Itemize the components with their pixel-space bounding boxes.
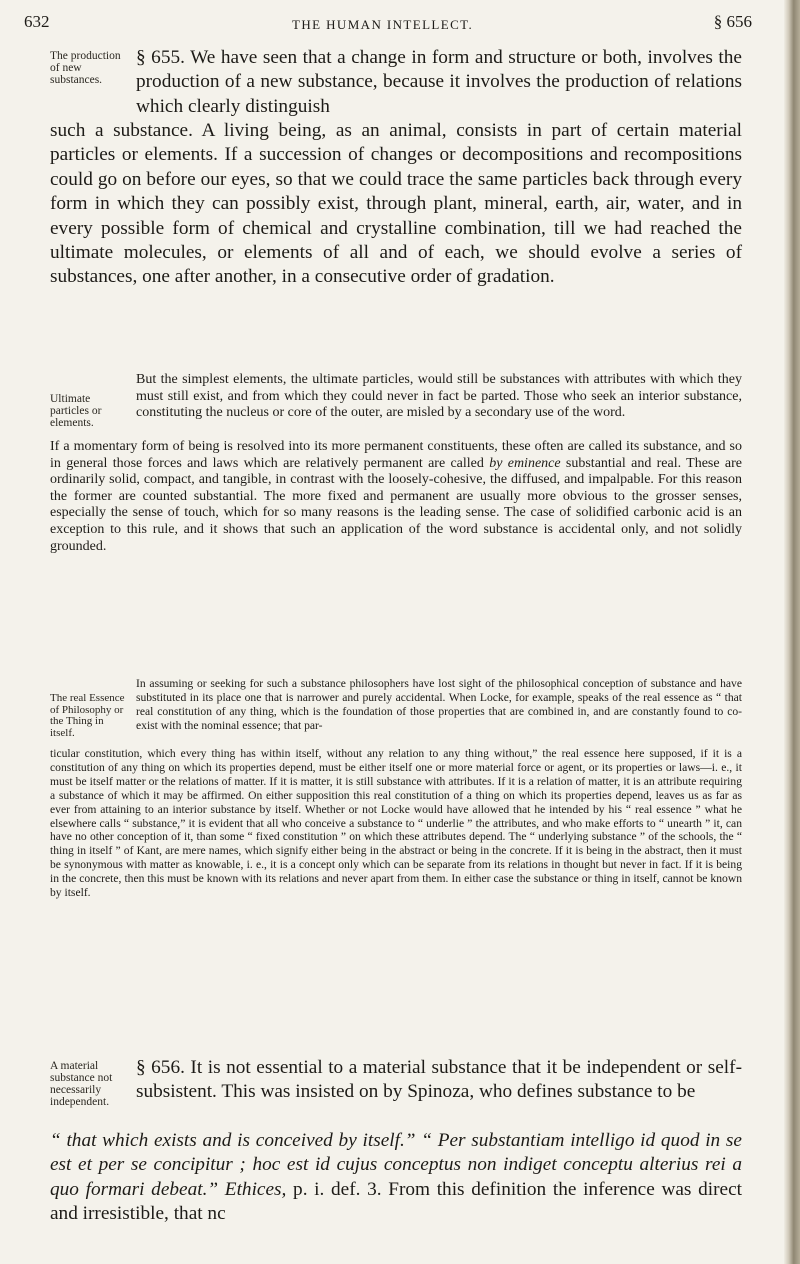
citation-ref: p. i. def. 3.	[293, 1178, 382, 1200]
citation-work: Ethices,	[224, 1178, 287, 1200]
paragraph-655: such a substance. A living being, as an animal, consists in part of certain material particles or elements. If a succession of changes or decompositions and recompositions could go on before our eyes, so that we could trace the same particles back through every form in which they can possibly exist, through plant, mineral, earth, air, water, and in every possible form of chemical and crystalline combination, till we had reached the ultimate molecules, or elements of all and of each, we should evolve a series of substances, one after another, in a consecutive order of gradation.	[50, 120, 742, 288]
section-number: § 656	[713, 12, 752, 31]
paragraph-656-lead: § 656. It is not essential to a material substance that it be independent or self-subsistent. This was insisted on by Spinoza, who defines substance to be	[136, 1057, 742, 1103]
ultimate-emphasis: by eminence	[489, 455, 561, 471]
paragraph-656-end: From this definition the inference was direct and irresistible, that nc	[50, 1178, 742, 1225]
paragraph-ultimate-lead: But the simplest elements, the ultimate particles, would still be substances with attributes with which they must still exist, and from which they could never in fact be parted. Those who seek an interior substance, constituting the nucleus or core of the outer, are misled by a secondary use of the word.	[136, 372, 742, 421]
paragraph-essence: ticular constitution, which every thing has within itself, without any relation to any thing without,” the real essence here supposed, if it is a constitution of any thing on which its properties depend, must be either itself one or more material force or agent, or its properties or laws—i. e., it must be itself matter or the relations of matter. If it is matter, it is still substance with attributes. If it is a relation of matter, it is an attribute requiring a substance of which it may be affirmed. On either supposition this real constitution of a thing on which its properties depend, leaves us as far as ever from attaining to an interior substance by itself. Whether or not Locke would have allowed that he intended by his “ real essence ” what he elsewhere calls “ substance,” it is evident that all who conceive a substance to “ underlie ” the attributes, and who make efforts to “ unearth ” it, can have no other conception of it, than some “ fixed constitution ” on which these attributes depend. The “ underlying substance ” of the schools, the “ thing in itself ” of Kant, are mere names, which signify either being in the abstract or being in the concrete. If it is being in the abstract, then it must be synonymous with matter as knowable, i. e., it is a concept only which can be separate from its relations in thought but never in fact. If it is being in the concrete, then this must be known with its relations and never apart from them. In either case the substance or thing in itself, cannot be known by itself.	[50, 747, 742, 900]
spinoza-quote: “ that which exists and is conceived by itself.” “ Per substantiam intelligo id quod in se est et per se concipitur ; hoc est id cujus conceptus non indiget conceptu alterius rei a quo formari debeat.”	[50, 1130, 742, 1200]
page-edge	[784, 0, 800, 1264]
running-title: THE HUMAN INTELLECT.	[292, 17, 474, 32]
running-header	[12, 8, 752, 36]
sidenote-production: The production of new substances.	[50, 50, 121, 86]
ultimate-text-a: If a momentary form of being is resolved into its more permanent constituents, these often are called its substance, and so in general those forces and laws which are relatively permanent are called	[50, 439, 742, 471]
paragraph-656	[50, 1129, 742, 1227]
sidenote-essence: The real Essence of Philosophy or the Thing in itself.	[50, 692, 125, 739]
sidenote-ultimate: Ultimate particles or elements.	[50, 393, 102, 429]
paragraph-655-lead: § 655. We have seen that a change in form and structure or both, involves the production of a new substance, because it involves the production of relations which clearly distinguish	[136, 47, 742, 117]
paragraph-essence-lead: In assuming or seeking for such a substance philosophers have lost sight of the philosophical conception of substance and have substituted in its place one that is narrower and purely accidental. When Locke, for example, speaks of the real essence as “ that real constitution of any thing, which is the foundation of those properties that are combined in, and are constantly found to co-exist with the nominal essence; that par-	[136, 677, 742, 732]
paragraph-ultimate	[50, 439, 742, 555]
sidenote-material: A material substance not necessarily independent.	[50, 1060, 113, 1108]
page-number: 632	[24, 12, 50, 31]
ultimate-text-b: substantial and real. These are ordinarily solid, compact, and tangible, in contrast with the loosely-cohesive, the diffused, and impalpable. For this reason the former are counted substantial. The more fixed and permanent are usually more obvious to the grosser senses, especially the sense of touch, which for so many reasons is the leading sense. The case of solidified carbonic acid is an exception to this rule, and it shows that such an application of the word substance is accidental only, and not solidly grounded.	[50, 455, 742, 554]
